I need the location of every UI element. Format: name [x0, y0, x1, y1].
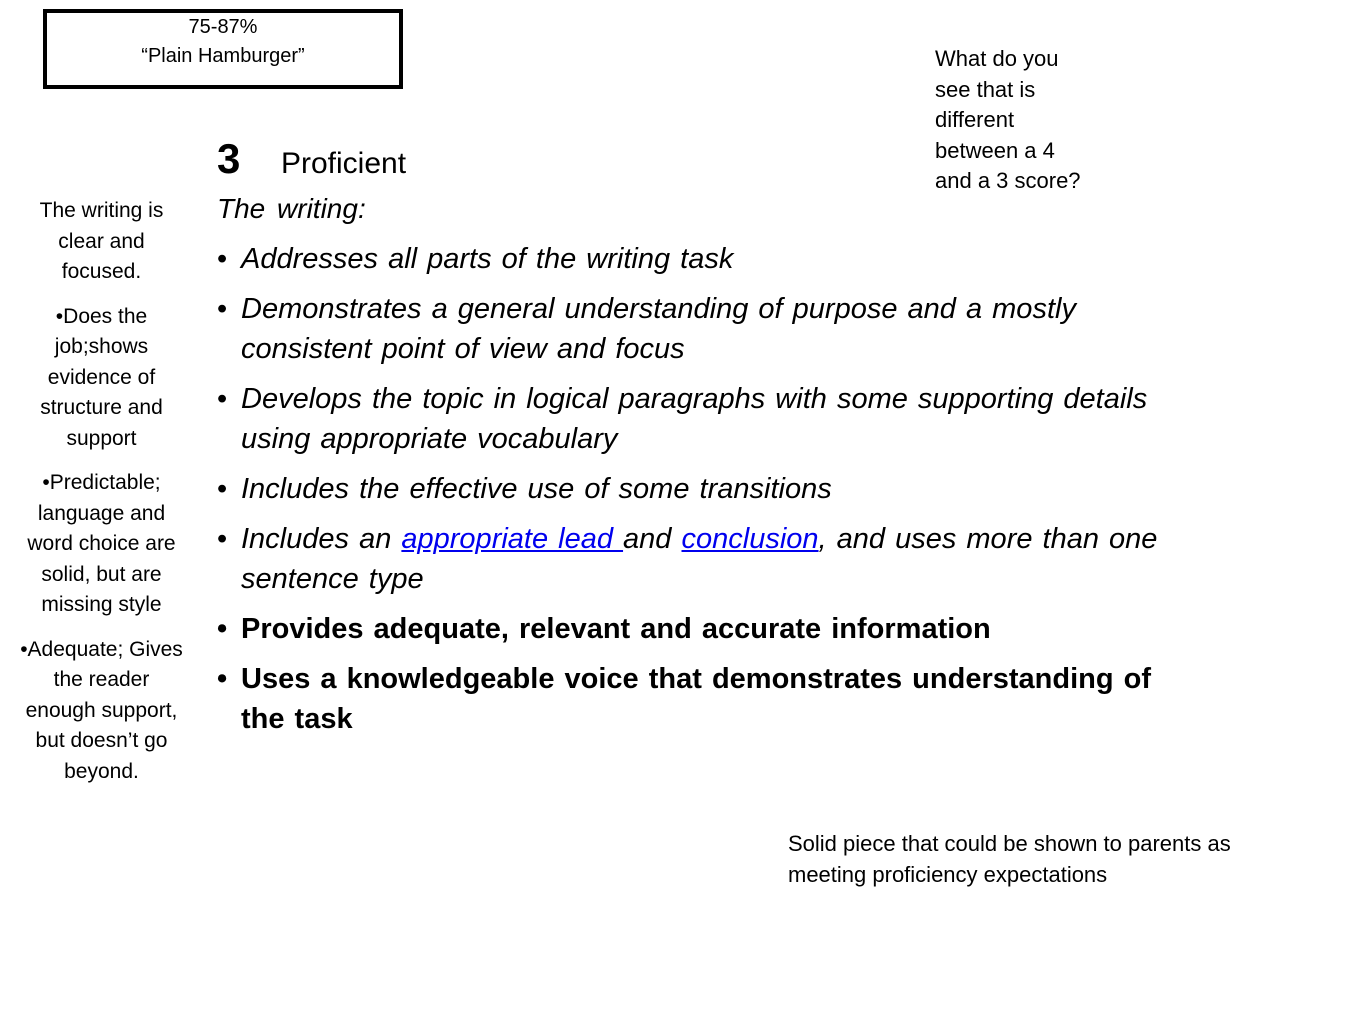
criteria-item: • Addresses all parts of the writing task [217, 239, 1197, 279]
score-nickname: “Plain Hamburger” [141, 45, 305, 67]
criteria-text: Includes an [241, 523, 402, 555]
sidebar-notes [20, 196, 183, 801]
footer-note: Solid piece that could be shown to parents as meeting proficiency expectations [788, 831, 1231, 887]
appropriate-lead-link[interactable]: appropriate lead [401, 523, 624, 555]
criteria-item: • Includes the effective use of some transitions [217, 469, 1197, 509]
rubric-intro: The writing: [217, 193, 366, 224]
rubric-heading [217, 135, 1197, 189]
sidebar-note: •Does the job;shows evidence of structure and support [40, 304, 163, 450]
comparison-question: What do you see that is different between a 4 and a 3 score? [935, 46, 1081, 193]
criteria-item-bold: • Uses a knowledgeable voice that demonstrates understanding of the task [217, 659, 1197, 739]
criteria-item-bold: • Provides adequate, relevant and accurate information [217, 609, 1197, 649]
conclusion-link[interactable]: conclusion [681, 523, 819, 555]
criteria-item: • Demonstrates a general understanding of purpose and a mostly consistent point of view and focus [217, 289, 1197, 369]
criteria-text: and [623, 523, 682, 555]
score-range-box [43, 9, 403, 89]
criteria-list [217, 239, 1197, 739]
criteria-text: , and uses more than one sentence type [241, 523, 1158, 595]
score-number: 3 [217, 135, 241, 182]
criteria-item-lead-conclusion [217, 519, 1197, 599]
sidebar-note: •Predictable; language and word choice are solid, but are missing style [27, 471, 176, 616]
sidebar-note: •Adequate; Gives the reader enough support, but doesn’t go beyond. [20, 637, 183, 783]
rubric-main [217, 135, 1197, 749]
sidebar-note: The writing is clear and focused. [39, 199, 164, 283]
score-level: Proficient [281, 147, 407, 180]
criteria-item: • Develops the topic in logical paragraphs with some supporting details using appropriate vocabulary [217, 379, 1197, 459]
score-range: 75-87% [188, 16, 258, 38]
